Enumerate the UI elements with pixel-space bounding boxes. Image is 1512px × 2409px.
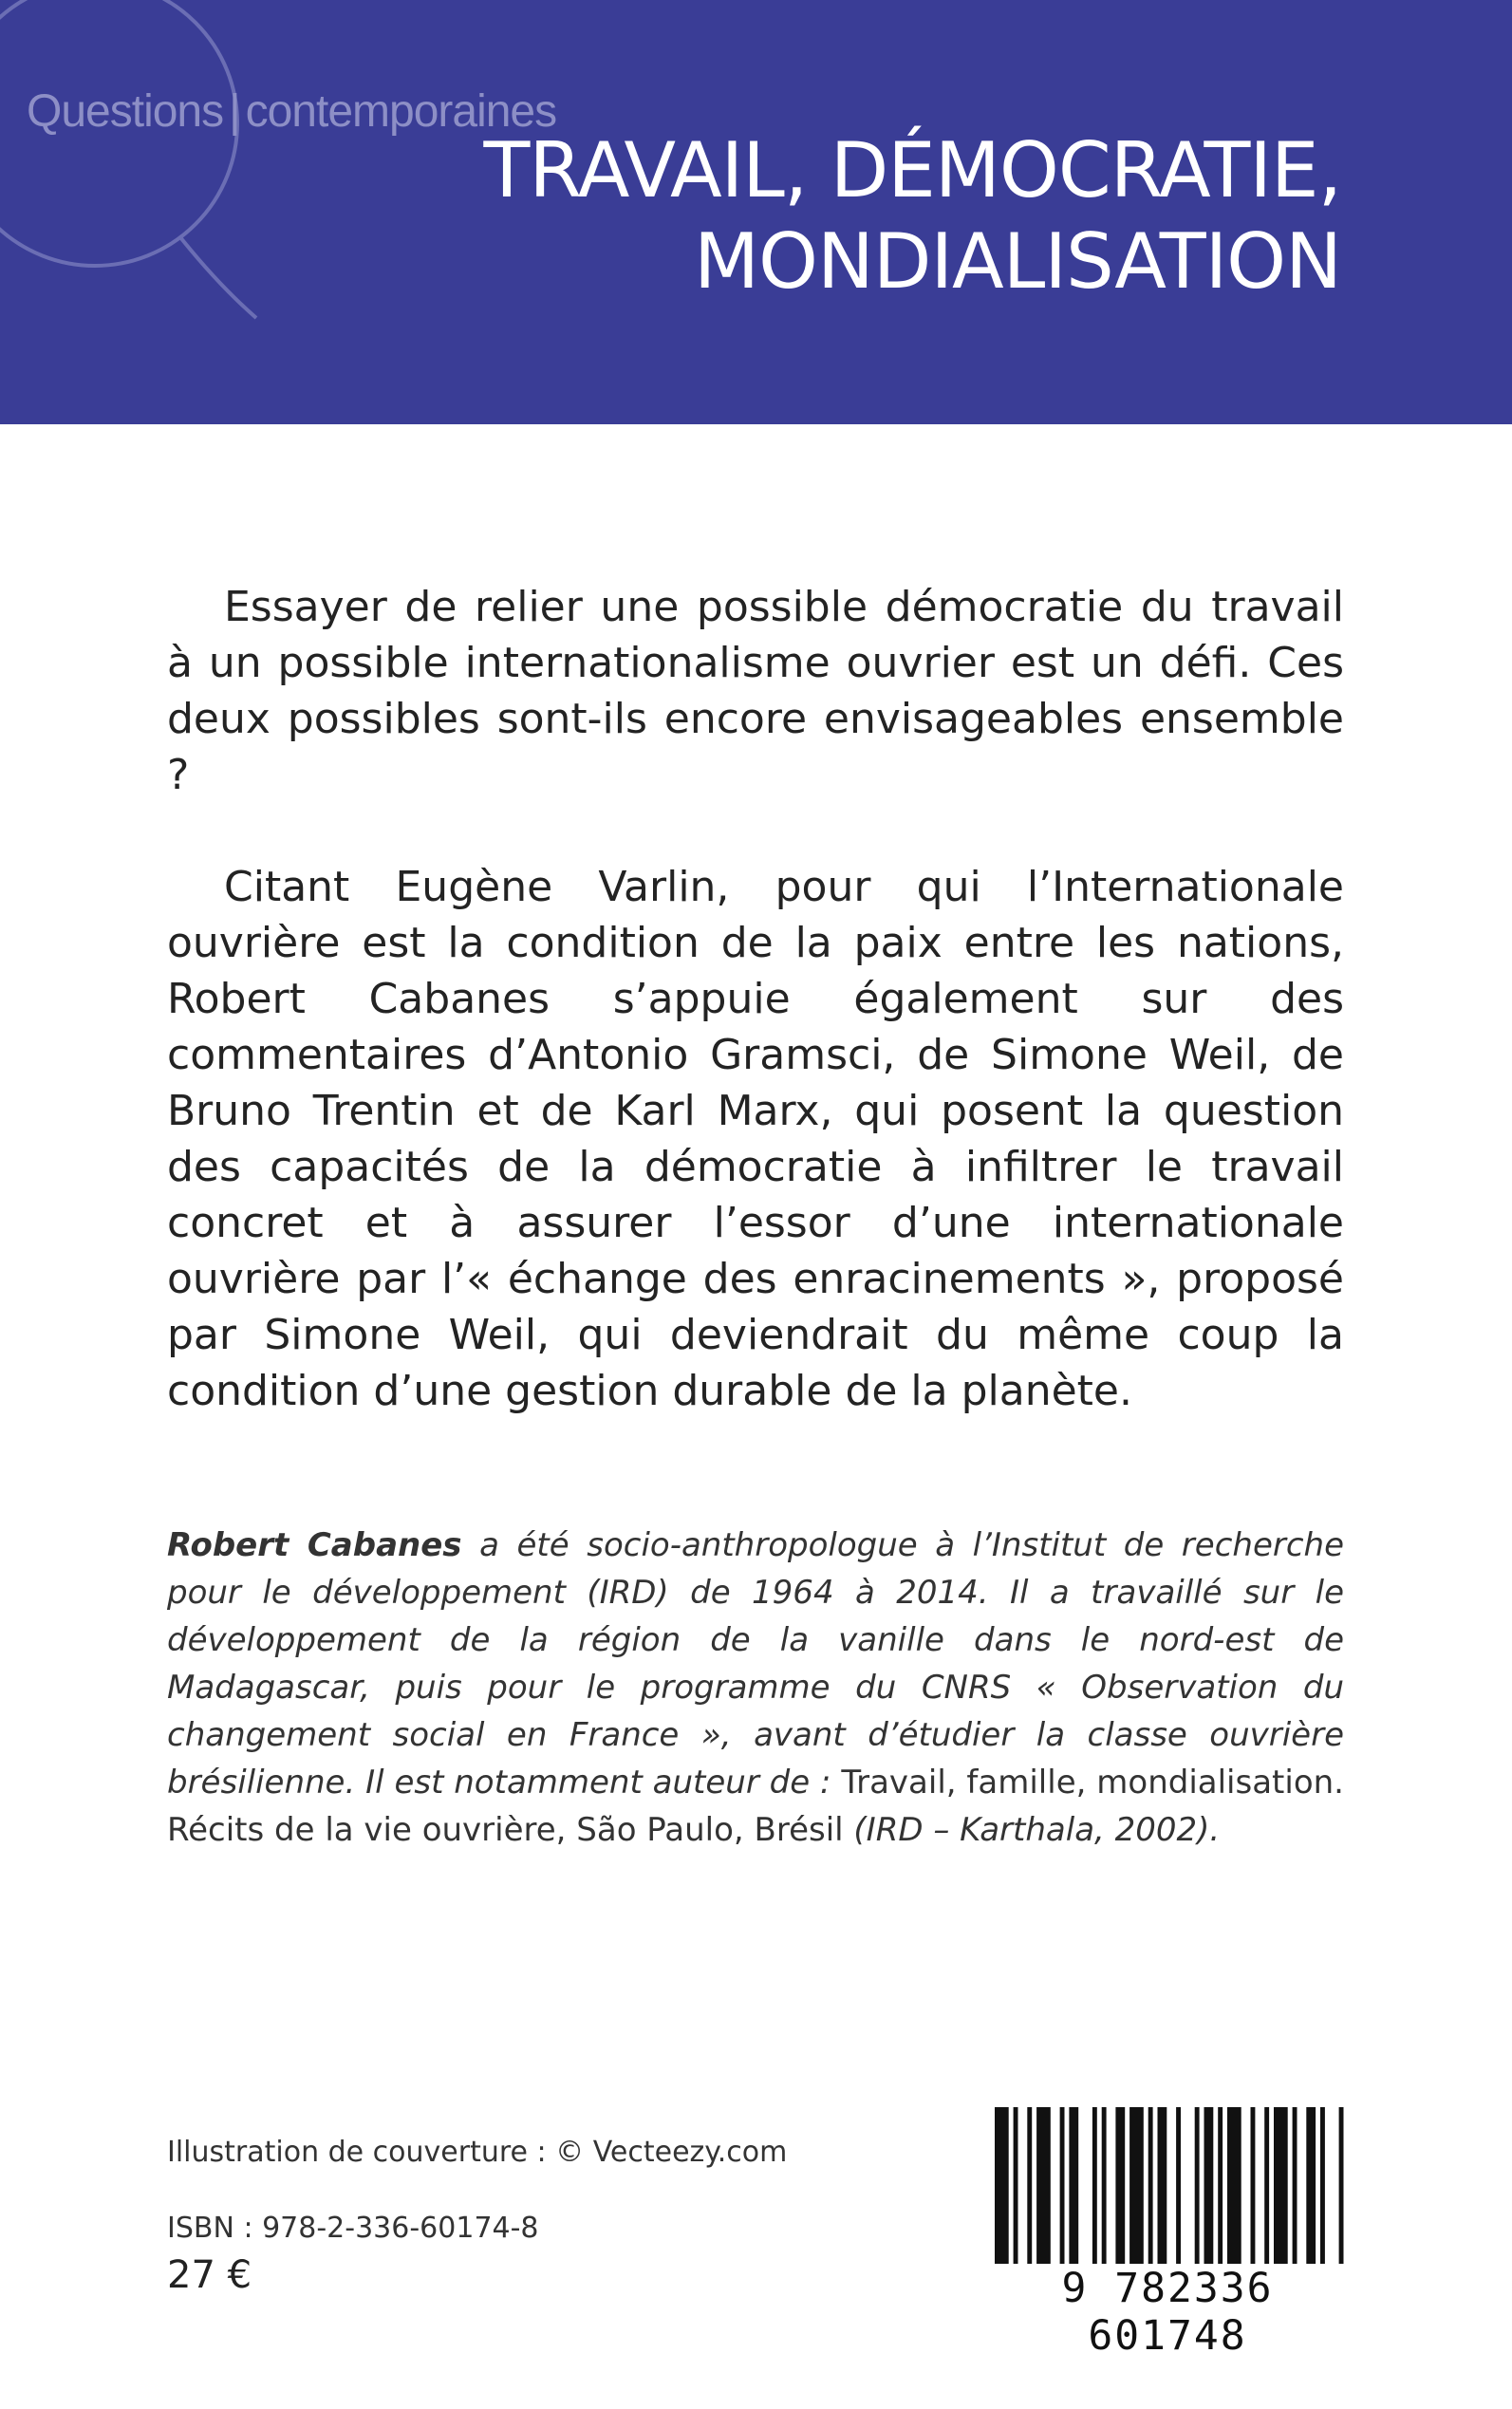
barcode-bar: [1102, 2107, 1107, 2264]
blurb-paragraph-2: Citant Eugène Varlin, pour qui l’Internationale ouvrière est la condition de la paix entre les nations, Robert Cabanes s’appuie également sur des commentaires d’Antonio Gramsci, de Simone Weil, de Bruno Trentin et de Karl Marx, qui posent la question des capacités de la démocratie à infiltrer le travail concret et à assurer l’essor d’une internationale ouvrière par l’« échange des enracinements », proposé par Simone Weil, qui deviendrait du même coup la condition d’une gestion durable de la planète.: [167, 863, 1344, 1415]
barcode-bar: [1204, 2107, 1214, 2264]
barcode-bar: [1274, 2107, 1288, 2264]
author-bio-text: [167, 1522, 1344, 1854]
book-title-line-1: TRAVAIL, DÉMOCRATIE,: [483, 126, 1341, 215]
book-title-line-2: MONDIALISATION: [694, 217, 1341, 306]
barcode-bar: [1014, 2107, 1018, 2264]
series-word-2: contemporaines: [245, 86, 557, 137]
header-band: [0, 0, 1512, 424]
barcode-bar: [1115, 2107, 1125, 2264]
barcode-bar: [1195, 2107, 1200, 2264]
price: 27 €: [167, 2253, 252, 2297]
barcode-bar: [1293, 2107, 1297, 2264]
barcode-bar: [1176, 2107, 1181, 2264]
barcode-bar: [1092, 2107, 1097, 2264]
series-separator: |: [229, 86, 240, 137]
barcode-bar: [1264, 2107, 1269, 2264]
bio-book-title: Travail, famille, mondialisation. Récits de la vie ouvrière, São Paulo, Brésil: [167, 1764, 1344, 1849]
barcode-bar: [1158, 2107, 1167, 2264]
barcode-bars: [987, 2107, 1348, 2269]
blurb-paragraph-1: Essayer de relier une possible démocratie du travail à un possible internationalisme ouvrier est un défi. Ces deux possibles sont-ils encore envisageables ensemble ?: [167, 583, 1344, 799]
barcode-bar: [1251, 2107, 1256, 2264]
illustration-credit: Illustration de couverture : © Vecteezy.com: [167, 2136, 788, 2169]
book-title: [484, 125, 1341, 308]
barcode-bar: [1339, 2107, 1344, 2264]
barcode-bar: [995, 2107, 1009, 2264]
author-bio: [167, 1522, 1344, 1854]
blurb: [167, 579, 1344, 1475]
series-word-1: Questions: [27, 86, 224, 137]
barcode-bar: [1069, 2107, 1078, 2264]
barcode-bar: [1129, 2107, 1144, 2264]
bio-publisher: (IRD – Karthala, 2002).: [843, 1811, 1221, 1849]
barcode-bar: [1227, 2107, 1241, 2264]
barcode-bar: [1306, 2107, 1316, 2264]
barcode: [987, 2107, 1348, 2360]
series-name: [27, 85, 556, 138]
barcode-bar: [1218, 2107, 1223, 2264]
barcode-digits: 9 782336 601748: [1061, 2265, 1274, 2360]
barcode-bar: [1148, 2107, 1153, 2264]
bio-italic-text: a été socio-anthropologue à l’Institut de recherche pour le développement (IRD) de 1964 à 2014. Il a travaillé sur le développement de la région de la vanille dans le nord-est de Madagascar, puis pour le programme du CNRS « Observation du changement social en France », avant d’étudier la classe ouvrière brésilienne. Il est notamment auteur de :: [167, 1526, 1345, 1802]
barcode-bar: [1320, 2107, 1325, 2264]
barcode-bar: [1036, 2107, 1051, 2264]
author-name: Robert Cabanes: [167, 1526, 462, 1564]
series-q-logo-icon: [0, 0, 304, 323]
isbn: ISBN : 978-2-336-60174-8: [167, 2212, 539, 2245]
barcode-bar: [1060, 2107, 1065, 2264]
barcode-bar: [1027, 2107, 1032, 2264]
